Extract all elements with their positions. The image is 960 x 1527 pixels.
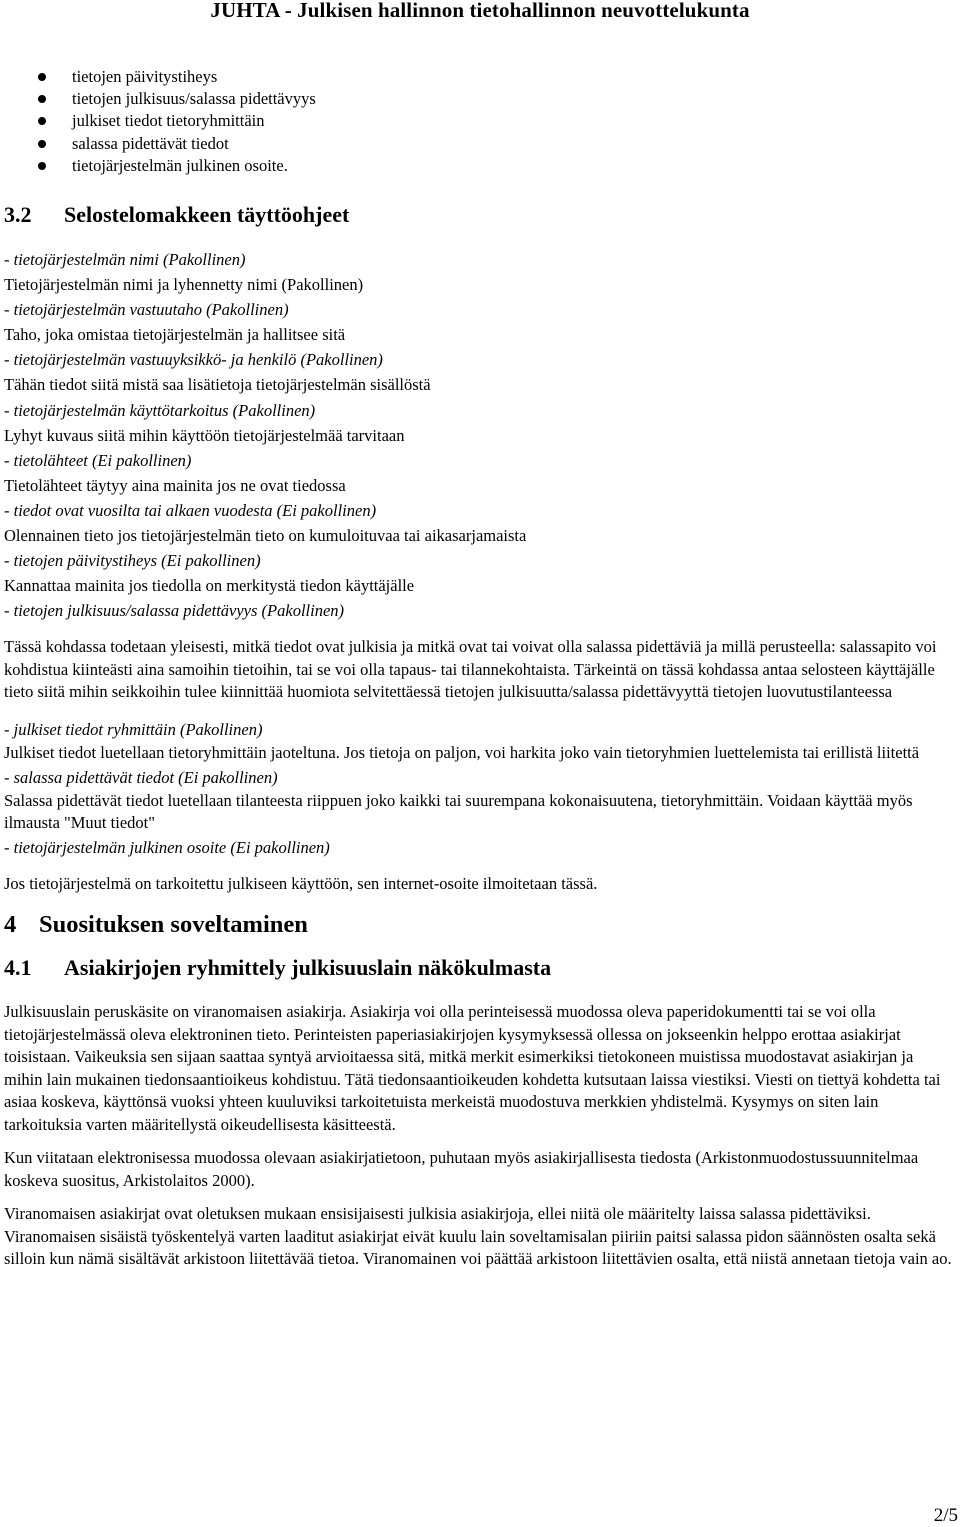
julkisuus-paragraph: Tässä kohdassa todetaan yleisesti, mitkä tiedot ovat julkisia ja mitkä ovat tai voivat olla salassa pidettäviä ja millä perusteella: salassapito voi kohdistua kiinteästi aina samoihin tietoihin, tai se voi olla tapaus- tai tilannekohtaista. Tärkeintä on tässä kohdassa antaa selosteen käyttäjälle tieto siitä mihin seikkoihin tulee kiinnittää huomiota selvitettäessä tietojen julkisuutta/salassa pidettävyyttä tietojen luovutustilanteessa bbox=[4, 637, 937, 702]
body-paragraph: Viranomaisen asiakirjat ovat oletuksen mukaan ensisijaisesti julkisia asiakirjoja, ellei niitä ole määritelty laissa salassa pidettäviksi. Viranomaisen sisäistä työskentelyä varten laaditut asiakirjat eivät kuulu lain soveltamisalan piiriin paitsi salassa pidon säännösten osalta sekä silloin kun nämä sisältävät arkistoon liitettävää tietoa. Viranomainen voi päättää arkistoon liitettävien osalta, että niistä annetaan tietoja vain ao. bbox=[4, 1204, 952, 1269]
field-description: Olennainen tieto jos tietojärjestelmän tieto on kumuloituvaa tai aikasarjamaista bbox=[4, 526, 527, 546]
bullet-list bbox=[4, 66, 954, 177]
field-label: - tiedot ovat vuosilta tai alkaen vuodesta (Ei pakollinen) bbox=[4, 500, 377, 520]
field-description: Tähän tiedot siitä mistä saa lisätietoja tietojärjestelmän sisällöstä bbox=[4, 375, 431, 395]
section-number: 3.2 bbox=[4, 202, 32, 228]
page-content bbox=[4, 66, 954, 1271]
chapter-number: 4 bbox=[4, 911, 17, 939]
bullet-item: tietojen päivitystiheys bbox=[72, 66, 954, 88]
bullet-item: salassa pidettävät tiedot bbox=[72, 133, 954, 155]
page-header: JUHTA - Julkisen hallinnon tietohallinnon neuvottelukunta bbox=[210, 0, 750, 22]
field-description: Lyhyt kuvaus siitä mihin käyttöön tietojärjestelmää tarvitaan bbox=[4, 425, 405, 445]
page-number: 2/5 bbox=[933, 1505, 958, 1526]
field-label: - tietojärjestelmän käyttötarkoitus (Pakollinen) bbox=[4, 400, 316, 420]
salassa-paragraph: Salassa pidettävät tiedot luetellaan tilanteesta riippuen joko kaikki tai suurempana kokonaisuutena, tietoryhmittäin. Voidaan käyttää myös ilmausta "Muut tiedot" bbox=[4, 790, 913, 833]
field-label: - julkiset tiedot ryhmittäin (Pakollinen) bbox=[4, 719, 263, 739]
bullet-item: tietojen julkisuus/salassa pidettävyys bbox=[72, 88, 954, 110]
chapter-title: Suosituksen soveltaminen bbox=[39, 911, 308, 939]
body-paragraph: Kun viitataan elektronisessa muodossa olevaan asiakirjatietoon, puhutaan myös asiakirjallisesta tiedosta (Arkistonmuodostussuunnitelmaa koskeva suositus, Arkistolaitos 2000). bbox=[4, 1148, 919, 1190]
field-label: - tietojärjestelmän nimi (Pakollinen) bbox=[4, 250, 246, 270]
section-title: Asiakirjojen ryhmittely julkisuuslain näkökulmasta bbox=[64, 955, 552, 981]
field-description: Taho, joka omistaa tietojärjestelmän ja hallitsee sitä bbox=[4, 325, 346, 345]
section-heading-4-1 bbox=[4, 951, 954, 985]
field-label: - salassa pidettävät tiedot (Ei pakollinen) bbox=[4, 767, 278, 787]
field-label: - tietojen päivitystiheys (Ei pakollinen) bbox=[4, 551, 261, 571]
field-label: - tietolähteet (Ei pakollinen) bbox=[4, 450, 192, 470]
section-heading-3-2 bbox=[4, 200, 954, 230]
field-label: - tietojärjestelmän julkinen osoite (Ei pakollinen) bbox=[4, 837, 330, 857]
section-title: Selostelomakkeen täyttöohjeet bbox=[64, 202, 350, 228]
field-label: - tietojärjestelmän vastuutaho (Pakollinen) bbox=[4, 300, 289, 320]
bullet-item: tietojärjestelmän julkinen osoite. bbox=[72, 155, 954, 177]
chapter-heading-4 bbox=[4, 904, 954, 946]
field-label: - tietojen julkisuus/salassa pidettävyys (Pakollinen) bbox=[4, 601, 345, 621]
field-instructions bbox=[4, 247, 954, 623]
osoite-paragraph: Jos tietojärjestelmä on tarkoitettu julkiseen käyttöön, sen internet-osoite ilmoitetaan tässä. bbox=[4, 873, 598, 893]
julkiset-paragraph: Julkiset tiedot luetellaan tietoryhmittäin jaoteltuna. Jos tietoja on paljon, voi harkita joko vain tietoryhmien luettelemista tai erillistä liitettä bbox=[4, 743, 920, 763]
body-paragraph: Julkisuuslain peruskäsite on viranomaisen asiakirja. Asiakirja voi olla perinteisessä muodossa oleva paperidokumentti tai se voi olla tietojärjestelmässä oleva elektroninen tieto. Perinteisten paperiasiakirjojen kysymyksessä ollessa on jokseenkin helppo erottaa asiakirjat toisistaan. Vaikeuksia sen sijaan saattaa syntyä arvioitaessa sitä, mitkä merkit esimerkiksi tietokoneen muistissa muodostavat asiakirjan ja mihin lain mukainen tiedonsaantioikeus kohdistuu. Tätä tiedonsaantioikeuden kohdetta kutsutaan laissa viestiksi. Viesti on tiettyä kohdetta tai asiaa koskeva, käyttönsä vuoksi yhteen kuuluviksi tarkoitetuista merkeistä muodostuva merkkien yhdistelmä. Kysymys on siten lain tarkoituksia varten määritellystä oikeudellisesta käsitteestä. bbox=[4, 1002, 941, 1134]
field-label: - tietojärjestelmän vastuuyksikkö- ja henkilö (Pakollinen) bbox=[4, 350, 383, 370]
field-description: Tietolähteet täytyy aina mainita jos ne ovat tiedossa bbox=[4, 475, 346, 495]
bullet-item: julkiset tiedot tietoryhmittäin bbox=[72, 110, 954, 132]
section-number: 4.1 bbox=[4, 955, 32, 981]
field-description: Kannattaa mainita jos tiedolla on merkitystä tiedon käyttäjälle bbox=[4, 576, 415, 596]
field-description: Tietojärjestelmän nimi ja lyhennetty nimi (Pakollinen) bbox=[4, 275, 364, 295]
